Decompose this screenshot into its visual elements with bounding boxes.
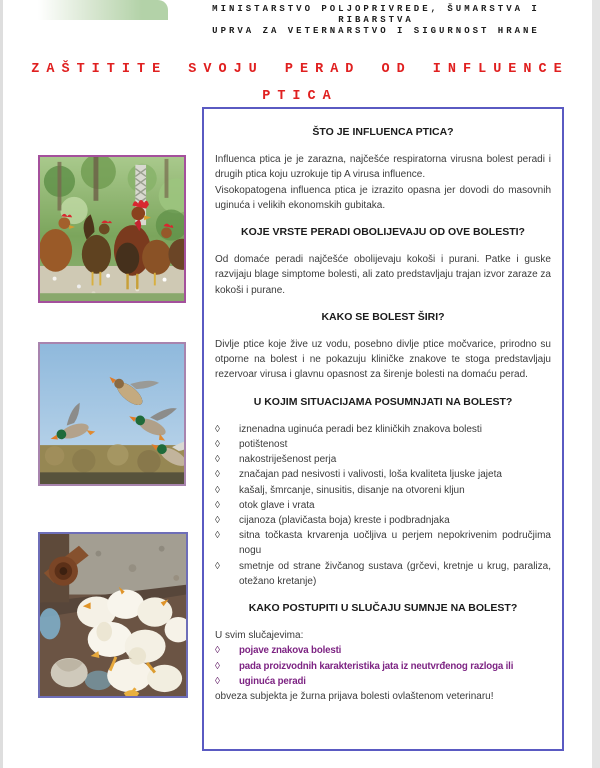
green-header-bar [38, 0, 168, 20]
section-heading-which-species: KOJE VRSTE PERADI OBOLIJEVAJU OD OVE BOLESTI? [241, 226, 525, 239]
paragraph-what-is-2: Visokopatogena influenca ptica je izrazito opasna jer dovodi do masovnih uginuća i velikih ekonomskih gubitaka. [215, 184, 551, 211]
diamond-bullet-icon: ◊ [215, 484, 220, 496]
obligation-note: obveza subjekta je žurna prijava bolesti ovlaštenom veterinaru! [215, 691, 494, 703]
flying-mallards-photo [38, 342, 186, 486]
symptom-item: ◊ potištenost [215, 437, 551, 452]
symptom-item: ◊ kašalj, šmrcanje, sinusitis, disanje na otvoreni kljun [215, 483, 551, 498]
diamond-bullet-icon: ◊ [215, 515, 220, 527]
diamond-bullet-icon: ◊ [215, 660, 220, 672]
report-cases-list [215, 643, 551, 689]
page-title-line-1: ZAŠTITITE SVOJU PERAD OD INFLUENCE [31, 62, 569, 77]
paragraph-spread: Divlje ptice koje žive uz vodu, posebno divlje ptice močvarice, prirodno su otporne na bolest i ne pokazuju kliničke znakove te stoga predstavljaju rezervoar virusa i glavnu opasnost za širenje bolesti na domaću perad. [215, 339, 551, 381]
section-heading-what-to-do: KAKO POSTUPITI U SLUČAJU SUMNJE NA BOLEST? [248, 602, 518, 615]
sick-white-chickens-illustration [40, 534, 186, 696]
symptom-item: ◊ cijanoza (plavičasta boja) kreste i podbradnjaka [215, 513, 551, 528]
cases-intro: U svim slučajevima: [215, 630, 304, 642]
report-case-item: ◊ uginuća peradi [215, 674, 551, 689]
section-heading-what-is: ŠTO JE INFLUENCA PTICA? [312, 126, 454, 138]
paragraph-which-species: Od domaće peradi najčešće obolijevaju kokoši i purani. Patke i guske razvijaju blage simptome bolesti, ali zato predstavljaju trajan izvor zaraze za kokoši i purane. [215, 254, 551, 296]
symptom-item: ◊ nakostriješenost perja [215, 452, 551, 467]
page-title [0, 56, 600, 110]
diamond-bullet-icon: ◊ [215, 454, 220, 466]
ministry-line-2: RIBARSTVA [338, 15, 414, 25]
report-case-item: ◊ pada proizvodnih karakteristika jata iz neutvrđenog razloga ili [215, 659, 551, 674]
page-title-line-2: PTICA [262, 89, 338, 104]
symptom-item: ◊ smetnje od strane živčanog sustava (grčevi, kretnje u krug, paraliza, otežano kretanje) [215, 559, 551, 589]
symptom-list [215, 422, 551, 589]
diamond-bullet-icon: ◊ [215, 423, 220, 435]
hens-and-rooster-photo [38, 155, 186, 303]
symptom-item: ◊ otok glave i vrata [215, 498, 551, 513]
ministry-line-3: UPRVA ZA VETERNARSTVO I SIGURNOST HRANE [212, 26, 540, 36]
ministry-header [178, 4, 574, 37]
sick-white-chickens-photo [38, 532, 188, 698]
diamond-bullet-icon: ◊ [215, 439, 220, 451]
paragraph-what-is-1: Influenca ptica je je zarazna, najčešće respiratorna virusna bolest peradi i drugih ptica koju uzrokuje tip A virusa influence. [215, 154, 551, 181]
info-box [202, 107, 564, 751]
diamond-bullet-icon: ◊ [215, 645, 220, 657]
page-edge-left [0, 0, 3, 768]
hens-and-rooster-illustration [40, 157, 184, 301]
diamond-bullet-icon: ◊ [215, 675, 220, 687]
symptom-item: ◊ značajan pad nesivosti i valivosti, loša kvaliteta ljuske jajeta [215, 467, 551, 482]
diamond-bullet-icon: ◊ [215, 499, 220, 511]
diamond-bullet-icon: ◊ [215, 560, 220, 572]
diamond-bullet-icon: ◊ [215, 530, 220, 542]
diamond-bullet-icon: ◊ [215, 469, 220, 481]
section-heading-spread: KAKO SE BOLEST ŠIRI? [321, 310, 445, 323]
ministry-line-1: MINISTARSTVO POLJOPRIVREDE, ŠUMARSTVA I [212, 4, 540, 14]
report-case-item: ◊ pojave znakova bolesti [215, 643, 551, 658]
symptom-item: ◊ sitna točkasta krvarenja uočljiva u perjem nepokrivenim područjima nogu [215, 528, 551, 558]
flying-mallards-illustration [40, 344, 184, 484]
symptom-item: ◊ iznenadna uginuća peradi bez kliničkih znakova bolesti [215, 422, 551, 437]
section-heading-when-suspect: U KOJIM SITUACIJAMA POSUMNJATI NA BOLEST? [253, 395, 513, 408]
page-edge-right [592, 0, 600, 768]
